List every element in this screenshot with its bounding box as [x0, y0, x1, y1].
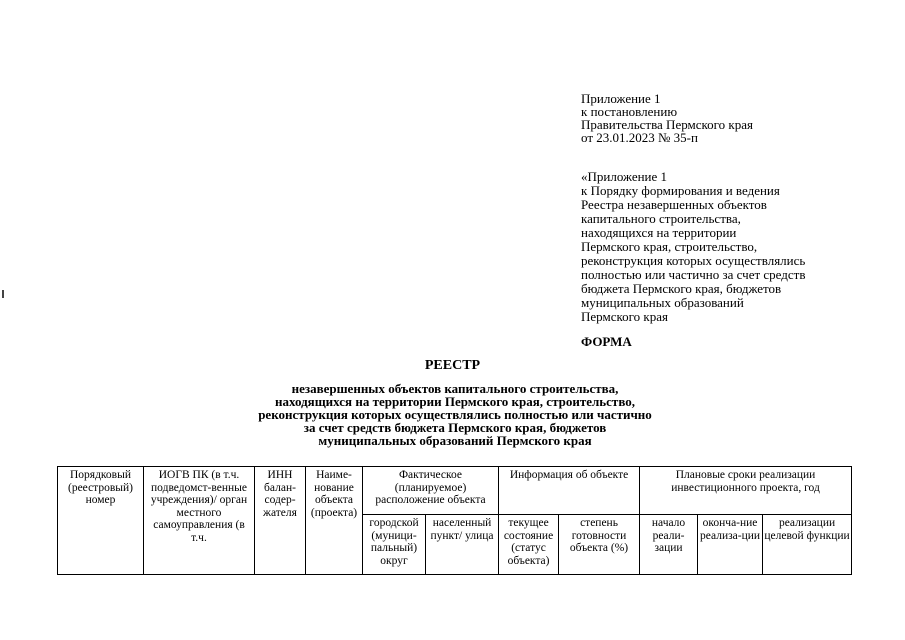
registry-subtitle-line: реконструкция которых осуществлялись полностью или частично [258, 407, 652, 422]
appendix-order-line: Пермского края [581, 309, 668, 324]
registry-subtitle [220, 382, 690, 447]
registry-subtitle-line: находящихся на территории Пермского края, строительство, [274, 394, 636, 409]
appendix-header [581, 92, 753, 144]
subheader-cell-start: начало реали-зации [640, 515, 698, 575]
scan-mark [2, 290, 4, 298]
header-cell-name: Наиме-нование объекта (проекта) [306, 467, 363, 575]
appendix-order-line: «Приложение 1 [581, 169, 668, 184]
appendix-order-line: к Порядку формирования и ведения [581, 183, 780, 198]
subheader-cell-end: оконча-ние реализа-ции [698, 515, 763, 575]
appendix-to-order [581, 170, 806, 324]
appendix-order-line: муниципальных образований [581, 295, 744, 310]
registry-subtitle-line: муниципальных образований Пермского края [318, 433, 592, 448]
appendix-order-line: капитального строительства, [581, 211, 741, 226]
form-label: ФОРМА [581, 334, 632, 349]
appendix-header-line: к постановлению [581, 104, 678, 119]
registry-subtitle-line: за счет средств бюджета Пермского края, бюджетов [303, 420, 607, 435]
appendix-order-line: полностью или частично за счет средств [581, 267, 806, 282]
registry-table [57, 466, 852, 575]
appendix-header-line: от 23.01.2023 № 35-п [581, 130, 698, 145]
subheader-cell-function: реализации целевой функции [763, 515, 852, 575]
registry-title: РЕЕСТР [424, 358, 481, 373]
subheader-cell-settlement: населенный пункт/ улица [426, 515, 499, 575]
header-cell-inn: ИНН балан-содер-жателя [255, 467, 306, 575]
appendix-order-line: Реестра незавершенных объектов [581, 197, 767, 212]
appendix-order-line: Пермского края, строительство, [581, 239, 758, 254]
subheader-cell-readiness: степень готовности объекта (%) [559, 515, 640, 575]
header-group-terms: Плановые сроки реализации инвестиционного проекта, год [640, 467, 852, 515]
subheader-cell-district: городской (муници-пальный) округ [363, 515, 426, 575]
appendix-order-line: бюджета Пермского края, бюджетов [581, 281, 782, 296]
appendix-header-line: Приложение 1 [581, 91, 661, 106]
appendix-order-line: реконструкция которых осуществлялись [581, 253, 806, 268]
header-group-location: Фактическое (планируемое) расположение объекта [363, 467, 499, 515]
header-cell-number: Порядковый (реестровый) номер [58, 467, 144, 575]
appendix-header-line: Правительства Пермского края [581, 117, 753, 132]
table-header-row [58, 467, 852, 515]
header-group-info: Информация об объекте [499, 467, 640, 515]
subheader-cell-state: текущее состояние (статус объекта) [499, 515, 559, 575]
registry-subtitle-line: незавершенных объектов капитального строительства, [291, 381, 619, 396]
appendix-order-line: находящихся на территории [581, 225, 737, 240]
header-cell-iogv: ИОГВ ПК (в т.ч. подведомст-венные учреждения)/ орган местного самоуправления (в т.ч. [144, 467, 255, 575]
